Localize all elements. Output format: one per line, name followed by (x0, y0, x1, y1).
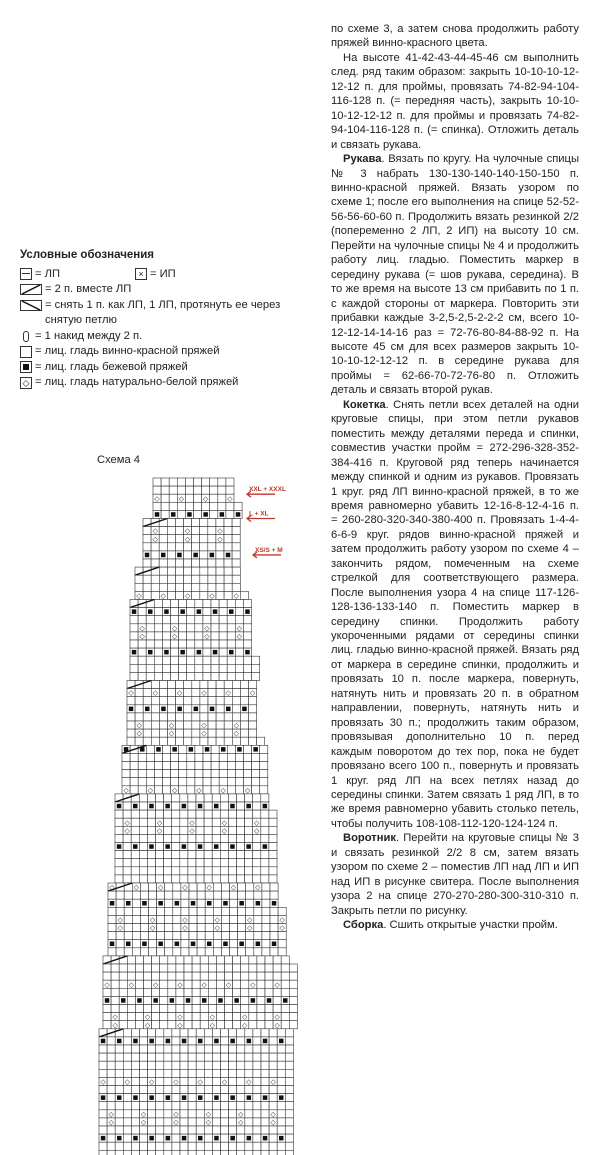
svg-text:◇: ◇ (152, 981, 159, 989)
svg-text:◇: ◇ (184, 593, 191, 600)
svg-text:◇: ◇ (197, 1079, 203, 1086)
svg-text:◇: ◇ (247, 917, 253, 924)
svg-text:◇: ◇ (201, 722, 207, 730)
svg-text:◇: ◇ (149, 925, 156, 933)
svg-text:◇: ◇ (230, 884, 237, 892)
red-yarn-symbol-icon (20, 346, 32, 358)
svg-text:◇: ◇ (177, 1022, 183, 1030)
svg-text:◇: ◇ (238, 1111, 244, 1119)
legend-title: Условные обозначения (20, 249, 155, 261)
svg-text:◇: ◇ (152, 528, 158, 536)
svg-text:◇: ◇ (270, 1079, 276, 1086)
svg-text:◇: ◇ (177, 981, 183, 989)
svg-text:◇: ◇ (109, 884, 115, 892)
svg-text:◇: ◇ (225, 690, 231, 698)
svg-text:◇: ◇ (147, 787, 154, 795)
svg-text:◇: ◇ (112, 1014, 118, 1022)
skpo-symbol-icon (20, 300, 42, 311)
white-yarn-symbol-icon: ◇ (20, 377, 32, 389)
size-label: XS/S + M (255, 546, 283, 554)
svg-text:◇: ◇ (204, 633, 210, 641)
svg-text:◇: ◇ (274, 981, 280, 989)
svg-text:◇: ◇ (149, 917, 156, 924)
svg-text:◇: ◇ (140, 1119, 147, 1127)
svg-text:◇: ◇ (221, 827, 228, 835)
text-p1: по схеме 3, а затем снова продолжить работу пряжей винно-красного цвета. (331, 23, 579, 50)
svg-text:◇: ◇ (221, 1079, 228, 1086)
svg-text:◇: ◇ (148, 1079, 155, 1086)
svg-text:◇: ◇ (246, 1079, 252, 1086)
svg-text:◇: ◇ (168, 722, 175, 730)
svg-text:◇: ◇ (144, 1022, 151, 1030)
svg-text:◇: ◇ (204, 625, 210, 633)
heading-assembly: Сборка (343, 919, 384, 932)
svg-text:◇: ◇ (128, 981, 135, 989)
size-label: XXL + XXXL (249, 486, 286, 494)
svg-text:◇: ◇ (254, 827, 260, 835)
scheme-4-chart (0, 470, 330, 1127)
svg-text:◇: ◇ (152, 536, 158, 544)
svg-text:◇: ◇ (178, 495, 185, 503)
svg-text:◇: ◇ (225, 981, 232, 989)
yarn-over-icon (23, 331, 29, 342)
svg-text:◇: ◇ (238, 1119, 244, 1127)
section-assembly: Сборка. Сшить открытые участки пройм. (343, 919, 558, 932)
svg-text:◇: ◇ (242, 1014, 248, 1022)
purl-symbol-icon: × (135, 268, 147, 280)
legend-row-skpo: = снять 1 п. как ЛП, 1 ЛП, протянуть ее через снятую петлю (20, 298, 320, 329)
svg-text:◇: ◇ (136, 730, 142, 738)
svg-text:◇: ◇ (206, 884, 212, 892)
svg-text:◇: ◇ (189, 819, 195, 827)
svg-text:◇: ◇ (255, 884, 261, 892)
svg-text:◇: ◇ (117, 917, 123, 924)
legend-row-beige: = лиц. гладь бежевой пряжей (20, 360, 320, 376)
svg-text:◇: ◇ (156, 827, 163, 835)
svg-text:◇: ◇ (196, 787, 202, 795)
svg-text:◇: ◇ (176, 690, 183, 698)
heading-collar: Воротник (343, 832, 397, 845)
instructions-column (331, 22, 579, 933)
svg-text:◇: ◇ (254, 819, 260, 827)
chart-grid (99, 478, 297, 1155)
svg-text:◇: ◇ (154, 495, 160, 503)
svg-text:◇: ◇ (168, 730, 175, 738)
section-collar: Воротник. Перейти на круговые спицы № 3 и связать резинкой 2/2 8 см, затем вязать узором по схеме 2 – поместив ЛП над ЛП и ИП над ИП в рисунке свитера. После выполнения узора 2 на спице 270-270-280-300-310-310 п. Закрыть петли по рисунку. (331, 832, 579, 917)
heading-yoke: Кокетка (343, 398, 386, 411)
svg-text:◇: ◇ (201, 730, 207, 738)
svg-text:◇: ◇ (173, 1079, 179, 1086)
svg-text:◇: ◇ (236, 625, 243, 633)
svg-text:◇: ◇ (144, 1014, 151, 1022)
svg-text:◇: ◇ (157, 884, 164, 892)
heading-sleeves: Рукава (343, 153, 382, 166)
beige-yarn-symbol-icon (20, 361, 32, 373)
svg-text:◇: ◇ (133, 884, 140, 892)
legend-row-yo: = 1 накид между 2 п. (20, 329, 320, 345)
svg-text:◇: ◇ (117, 925, 123, 933)
svg-text:◇: ◇ (124, 819, 130, 827)
svg-text:◇: ◇ (274, 1014, 280, 1022)
svg-text:◇: ◇ (136, 722, 142, 730)
svg-text:◇: ◇ (233, 722, 240, 730)
scheme-title: Схема 4 (97, 454, 141, 466)
svg-text:◇: ◇ (108, 1111, 114, 1119)
svg-text:◇: ◇ (209, 1014, 216, 1022)
svg-text:◇: ◇ (108, 1119, 114, 1127)
svg-text:◇: ◇ (233, 593, 239, 600)
svg-text:◇: ◇ (124, 827, 130, 835)
svg-text:◇: ◇ (160, 593, 167, 600)
svg-text:◇: ◇ (274, 1022, 280, 1030)
svg-text:◇: ◇ (182, 925, 188, 933)
svg-text:◇: ◇ (270, 1111, 276, 1119)
legend-row-lp-ip: = ЛП × = ИП (20, 267, 320, 283)
svg-text:◇: ◇ (184, 528, 191, 536)
legend-row-k2tog: = 2 п. вместе ЛП (20, 282, 320, 298)
svg-text:◇: ◇ (104, 981, 110, 989)
svg-text:◇: ◇ (209, 1022, 216, 1030)
svg-text:◇: ◇ (236, 633, 243, 641)
svg-text:◇: ◇ (189, 827, 195, 835)
svg-text:◇: ◇ (214, 925, 221, 933)
svg-text:◇: ◇ (171, 787, 178, 795)
svg-text:◇: ◇ (249, 690, 256, 698)
svg-text:◇: ◇ (128, 690, 134, 698)
svg-text:◇: ◇ (171, 625, 178, 633)
svg-text:◇: ◇ (221, 819, 228, 827)
svg-text:◇: ◇ (112, 1022, 118, 1030)
legend (20, 248, 320, 391)
section-sleeves: Рукава. Вязать по кругу. На чулочные спицы № 3 набрать 130-130-140-140-150-150 п. винно-красной пряжей. Вязать узором по схеме 1; после его выполнения на спице 52-52-56-56-60-60 п. Продолжить вязать резинкой 2/2 (попеременно 2 ЛП, 2 ИП) на высоту 10 см. Перейти на чулочные спицы № 4 и продолжить работу лиц. гладью. Поместить маркер в середину рукава (= шов рукава, середина). В то же время на высоте 13 см прибавить по 1 п. с каждой стороны от маркера. Повторить эти прибавки каждые 3-2,5-2,5-2-2-2 см, всего 10-12-12-14-14-16 раз = 72-76-80-84-88-92 п. На высоте 45 см для всех размеров закрыть 10-10-10-12-12-12 п. в середине рукава для проймы = 62-66-70-72-76-80 п. Отложить деталь и связать второй рукав. (331, 153, 579, 397)
svg-text:◇: ◇ (139, 633, 145, 641)
svg-text:◇: ◇ (244, 787, 251, 795)
svg-text:◇: ◇ (182, 884, 188, 892)
svg-text:◇: ◇ (136, 593, 142, 600)
svg-text:◇: ◇ (171, 633, 178, 641)
svg-text:◇: ◇ (220, 787, 226, 795)
svg-text:◇: ◇ (100, 1079, 106, 1086)
svg-text:◇: ◇ (173, 1119, 179, 1127)
svg-text:◇: ◇ (184, 536, 191, 544)
svg-text:◇: ◇ (279, 925, 285, 933)
svg-text:◇: ◇ (152, 690, 159, 698)
svg-text:◇: ◇ (202, 495, 209, 503)
svg-text:◇: ◇ (173, 1111, 179, 1119)
svg-text:◇: ◇ (247, 925, 253, 933)
svg-text:◇: ◇ (279, 917, 285, 924)
svg-text:◇: ◇ (205, 1119, 212, 1127)
svg-text:◇: ◇ (123, 787, 129, 795)
svg-text:◇: ◇ (233, 730, 240, 738)
section-yoke: Кокетка. Снять петли всех деталей на одни круговые спицы, при этом петли рукавов поместить между деталями переда и спинки, совместив участки пройм = 272-296-328-352-384-416 п. Круговой ряд теперь начинается между спинкой и одним из рукавов. Провязать 1 круг. ряд ЛП винно-красной пряжей, в то же время равномерно убавить 12-16-8-12-4-16 п. = 260-280-320-340-380-400 п. Провязать 1-4-4-6-6-9 круг. рядов винно-красной пряжей и затем продолжить работу узором по схеме 4 – закончить рядом, помеченным на схеме стрелкой для соответствующего размера. После выполнения узора 4 на спице 117-126-128-136-133-140 п. Поместить маркер в середину спинки. Продолжить работу укороченными рядами от середины спинки лиц. гладью винно-красной пряжей. Вязать ряд от маркера в середине спинки, продолжить и провязать 10 п. после маркера, повернуть, натянуть нить и провязать 20 п. в обратном направлении, повернуть, натянуть нить и провязать 30 п.; продолжить таким образом, провязывая дополнительно 10 п. перед каждым поворотом до тех пор, пока не будет провязано всего 100 п., повернуть и провязать 1 круг. ряд ЛП на всех петлях назад до середины спинки. Затем связать 1 ряд ЛП, в то же время равномерно убавить столько петель, чтобы получить 108-108-112-120-124-124 п. (331, 398, 579, 830)
k2tog-symbol-icon (20, 284, 42, 295)
svg-text:◇: ◇ (139, 625, 145, 633)
svg-text:◇: ◇ (217, 528, 223, 536)
svg-text:◇: ◇ (201, 690, 207, 698)
legend-row-white: ◇ = лиц. гладь натурально-белой пряжей (20, 375, 320, 391)
svg-text:◇: ◇ (156, 819, 163, 827)
svg-text:◇: ◇ (227, 495, 233, 503)
svg-text:◇: ◇ (250, 981, 256, 989)
svg-text:◇: ◇ (270, 1119, 276, 1127)
size-label: L + XL (249, 510, 269, 518)
legend-row-red: = лиц. гладь винно-красной пряжей (20, 344, 320, 360)
svg-text:◇: ◇ (217, 536, 223, 544)
svg-text:◇: ◇ (201, 981, 207, 989)
svg-text:◇: ◇ (182, 917, 188, 924)
knit-symbol-icon (20, 268, 32, 280)
svg-text:◇: ◇ (124, 1079, 131, 1086)
text-p2: На высоте 41-42-43-44-45-46 см выполнить след. ряд таким образом: закрыть 10-10-10-12-12-12 п. для проймы, провязать 74-82-94-104-116-128 п. (= передняя часть), закрыть 10-10-10-12-12-12 п. для проймы и провязать 74-82-94-104-116-128 п. (= спинка). Отложить деталь и связать рукава. (331, 51, 579, 151)
svg-text:◇: ◇ (140, 1111, 147, 1119)
svg-text:◇: ◇ (205, 1111, 212, 1119)
svg-text:◇: ◇ (242, 1022, 248, 1030)
svg-text:◇: ◇ (177, 1014, 183, 1022)
svg-text:◇: ◇ (214, 917, 221, 924)
svg-text:◇: ◇ (209, 593, 215, 600)
